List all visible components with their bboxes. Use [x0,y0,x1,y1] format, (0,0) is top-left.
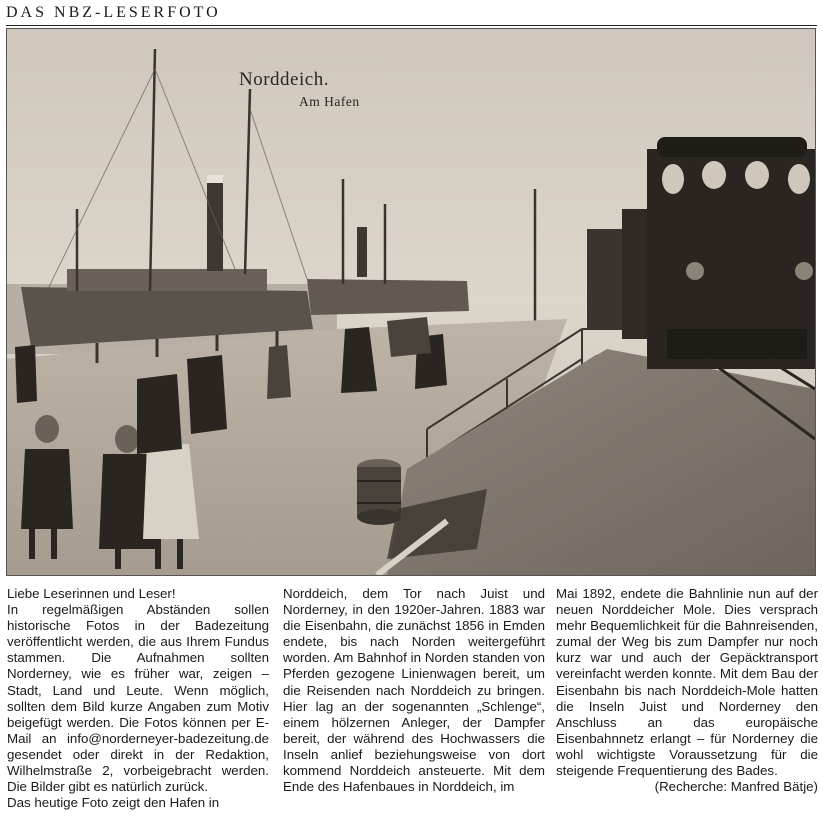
greeting: Liebe Leserinnen und Leser! [7,586,176,601]
photo-caption-title: Norddeich. [239,69,329,90]
history-paragraph: Norddeich, dem Tor nach Juist und Norderney, in den 1920er-Jahren. 1883 war die Eisenbahn, die zunächst 1856 in Emden endete, bis nach Norden weitergeführt worden. Am Bahnhof in Norden standen von Pferden gezogene Linienwagen bereit, um die Reisenden nach Norddeich zu bringen. Hier lag an der sogenannten „Schlenge“, einem hölzernen Anleger, der Dampfer bereit, der während des Hochwassers die Inseln anlief beziehungsweise von dort kommend Norddeich ansteuerte. Mit dem Ende des Hafenbaues in Norddeich, im [283,586,545,795]
section-title: DAS NBZ-LESERFOTO [6,4,221,21]
history-paragraph-cont: Mai 1892, endete die Bahnlinie nun auf der neuen Norddeicher Mole. Dies versprach mehr Bequemlichkeit für die Bahnreisenden, zumal der Weg bis zum Dampfer nur noch kurz war und auch der Gepäcktransport vereinfacht werden konnte. Mit dem Bau der Eisenbahn bis nach Norddeich-Mole hatten die Inseln Juist und Norderney den Anschluss an das europäische Eisenbahnnetz erlangt – für Norderney die wohl wichtigste Voraussetzung für die steigende Frequentierung des Bades. [556,586,818,779]
intro-paragraph: In regelmäßigen Abständen sollen historische Fotos in der Badezeitung veröffentlicht werden, die aus Ihrem Fundus stammen. Die Aufnahmen sollten Norderney, wie es früher war, zeigen – Stadt, Land und Leute. Wenn möglich, sollten dem Bild kurze Angaben zum Motiv beigefügt werden. Die Fotos können per E-Mail an info@norderneyer-badezeitung.de gesendet oder direkt in der Redaktion, Wilhelmstraße 2, vorbeigebracht werden. Die Bilder gibt es natürlich zurück. [7,602,269,795]
barrel [357,459,401,525]
photo-description-start: Das heutige Foto zeigt den Hafen in [7,795,220,811]
article-column-3 [556,586,818,795]
article-column-1 [7,586,269,811]
historic-photo [6,28,816,576]
section-header [6,3,817,26]
research-credit: (Recherche: Manfred Bätje) [654,779,818,795]
article-column-2 [283,586,545,795]
harbor-scene-illustration [7,29,815,575]
photo-caption-subtitle: Am Hafen [299,94,360,109]
